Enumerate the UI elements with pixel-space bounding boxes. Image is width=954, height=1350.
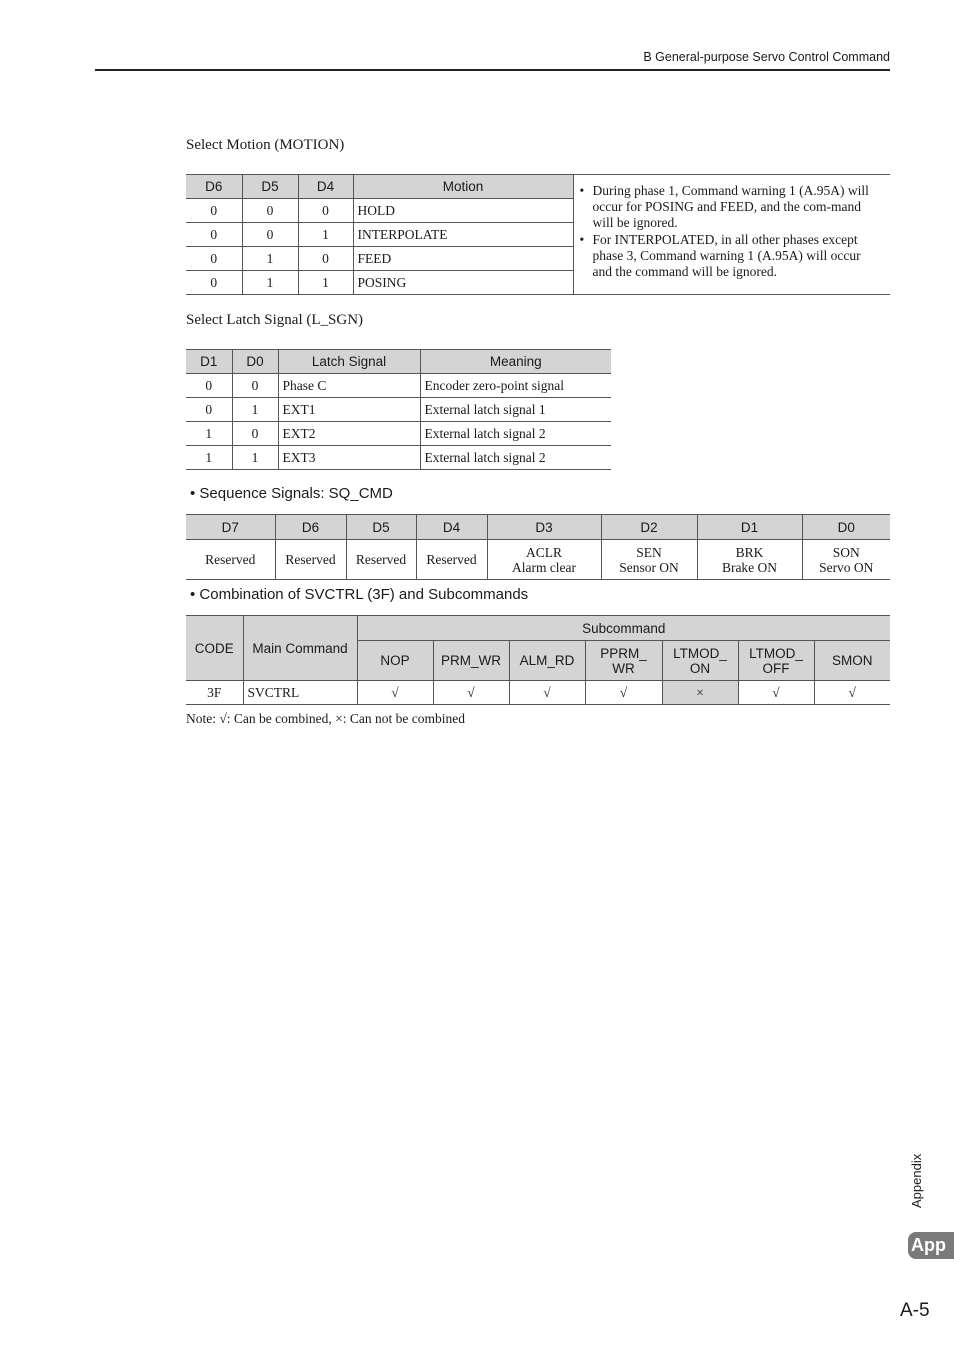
svc-sub-alm-rd: ALM_RD bbox=[509, 641, 585, 681]
table-cell: 0 bbox=[186, 247, 242, 271]
svc-sub-prm-wr: PRM_WR bbox=[433, 641, 509, 681]
table-cell: 0 bbox=[232, 422, 278, 446]
latch-header-d1: D1 bbox=[186, 350, 232, 374]
table-cell: Reserved bbox=[186, 540, 275, 580]
header-rule bbox=[95, 69, 890, 71]
table-cell: 1 bbox=[186, 446, 232, 470]
table-row bbox=[186, 398, 611, 422]
table-cell: External latch signal 1 bbox=[420, 398, 611, 422]
table-cell: Reserved bbox=[416, 540, 487, 580]
table-cell: √ bbox=[814, 681, 890, 705]
page-number: A-5 bbox=[900, 1300, 930, 1321]
table-cell: 0 bbox=[186, 199, 242, 223]
table-cell: External latch signal 2 bbox=[420, 422, 611, 446]
svc-header-code: CODE bbox=[186, 616, 243, 681]
table-cell: 0 bbox=[242, 223, 298, 247]
table-cell: √ bbox=[585, 681, 662, 705]
table-cell: 1 bbox=[242, 247, 298, 271]
table-cell: EXT1 bbox=[278, 398, 420, 422]
svc-section-title: • Combination of SVCTRL (3F) and Subcommands bbox=[190, 586, 529, 603]
table-cell: 0 bbox=[186, 374, 232, 398]
motion-section-title: Select Motion (MOTION) bbox=[186, 137, 345, 153]
table-cell: Phase C bbox=[278, 374, 420, 398]
side-appendix-label: Appendix bbox=[909, 1153, 924, 1208]
table-cell: Encoder zero-point signal bbox=[420, 374, 611, 398]
table-cell: INTERPOLATE bbox=[353, 223, 573, 247]
sq-header-d0: D0 bbox=[802, 515, 890, 540]
table-cell: 1 bbox=[186, 422, 232, 446]
table-cell: 1 bbox=[298, 223, 353, 247]
latch-header-meaning: Meaning bbox=[420, 350, 611, 374]
sq-header-d4: D4 bbox=[416, 515, 487, 540]
table-cell: SEN Sensor ON bbox=[601, 540, 697, 580]
header-title: B General-purpose Servo Control Command bbox=[643, 50, 890, 64]
motion-note-2: For INTERPOLATED, in all other phases except phase 3, Command warning 1 (A.95A) will occur and the command will be ignored. bbox=[592, 231, 861, 280]
svc-table bbox=[186, 615, 890, 705]
sq-header-d1: D1 bbox=[697, 515, 802, 540]
table-cell: ACLR Alarm clear bbox=[487, 540, 601, 580]
table-cell: EXT2 bbox=[278, 422, 420, 446]
sq-header-d2: D2 bbox=[601, 515, 697, 540]
app-tab: App bbox=[908, 1232, 954, 1259]
motion-note-1: During phase 1, Command warning 1 (A.95A) will occur for POSING and FEED, and the com-mand will be ignored. bbox=[592, 183, 869, 231]
table-cell: BRK Brake ON bbox=[697, 540, 802, 580]
table-cell: Reserved bbox=[346, 540, 416, 580]
table-cell: × bbox=[662, 681, 738, 705]
latch-header-d0: D0 bbox=[232, 350, 278, 374]
motion-header-motion: Motion bbox=[353, 175, 573, 199]
table-cell: 1 bbox=[232, 446, 278, 470]
motion-table bbox=[186, 174, 890, 295]
motion-header-d6: D6 bbox=[186, 175, 242, 199]
latch-section-title: Select Latch Signal (L_SGN) bbox=[186, 312, 364, 328]
table-cell: √ bbox=[509, 681, 585, 705]
motion-header-d4: D4 bbox=[298, 175, 353, 199]
svc-header-main: Main Command bbox=[243, 616, 357, 681]
svc-sub-pprm-wr: PPRM_ WR bbox=[585, 641, 662, 681]
table-cell: √ bbox=[738, 681, 814, 705]
svc-sub-nop: NOP bbox=[357, 641, 433, 681]
sq-header-d6: D6 bbox=[275, 515, 346, 540]
table-row bbox=[186, 446, 611, 470]
table-cell: 0 bbox=[186, 398, 232, 422]
table-cell: 1 bbox=[232, 398, 278, 422]
table-cell: External latch signal 2 bbox=[420, 446, 611, 470]
svc-sub-ltmod-on: LTMOD_ ON bbox=[662, 641, 738, 681]
table-row bbox=[186, 681, 890, 705]
combination-note: Note: √: Can be combined, ×: Can not be combined bbox=[186, 711, 465, 726]
table-cell: HOLD bbox=[353, 199, 573, 223]
table-cell: 0 bbox=[298, 247, 353, 271]
table-cell: 0 bbox=[186, 223, 242, 247]
table-cell: √ bbox=[433, 681, 509, 705]
svc-header-subcommand: Subcommand bbox=[357, 616, 890, 641]
latch-header-signal: Latch Signal bbox=[278, 350, 420, 374]
table-cell: 0 bbox=[232, 374, 278, 398]
sq-header-d7: D7 bbox=[186, 515, 275, 540]
motion-header-d5: D5 bbox=[242, 175, 298, 199]
table-cell: √ bbox=[357, 681, 433, 705]
table-cell: 0 bbox=[298, 199, 353, 223]
table-cell: SON Servo ON bbox=[802, 540, 890, 580]
svc-sub-ltmod-off: LTMOD_ OFF bbox=[738, 641, 814, 681]
table-cell: 0 bbox=[242, 199, 298, 223]
sq-section-title: • Sequence Signals: SQ_CMD bbox=[190, 485, 393, 502]
table-cell: 1 bbox=[242, 271, 298, 295]
latch-table bbox=[186, 349, 611, 470]
svc-sub-smon: SMON bbox=[814, 641, 890, 681]
table-cell: POSING bbox=[353, 271, 573, 295]
table-cell: 1 bbox=[298, 271, 353, 295]
table-row bbox=[186, 540, 890, 580]
table-cell: 3F bbox=[186, 681, 243, 705]
table-row bbox=[186, 422, 611, 446]
table-cell: 0 bbox=[186, 271, 242, 295]
motion-notes: • During phase 1, Command warning 1 (A.95A) will occur for POSING and FEED, and the com-mand will be ignored. • For INTERPOLATED, in all other phases except phase 3, Command warning 1 (A.95A) will occur and the command will be ignored. bbox=[573, 175, 890, 295]
table-cell: EXT3 bbox=[278, 446, 420, 470]
table-cell: FEED bbox=[353, 247, 573, 271]
table-cell: Reserved bbox=[275, 540, 346, 580]
sq-header-d3: D3 bbox=[487, 515, 601, 540]
table-row bbox=[186, 374, 611, 398]
table-cell: SVCTRL bbox=[243, 681, 357, 705]
sq-table bbox=[186, 514, 890, 580]
sq-header-d5: D5 bbox=[346, 515, 416, 540]
